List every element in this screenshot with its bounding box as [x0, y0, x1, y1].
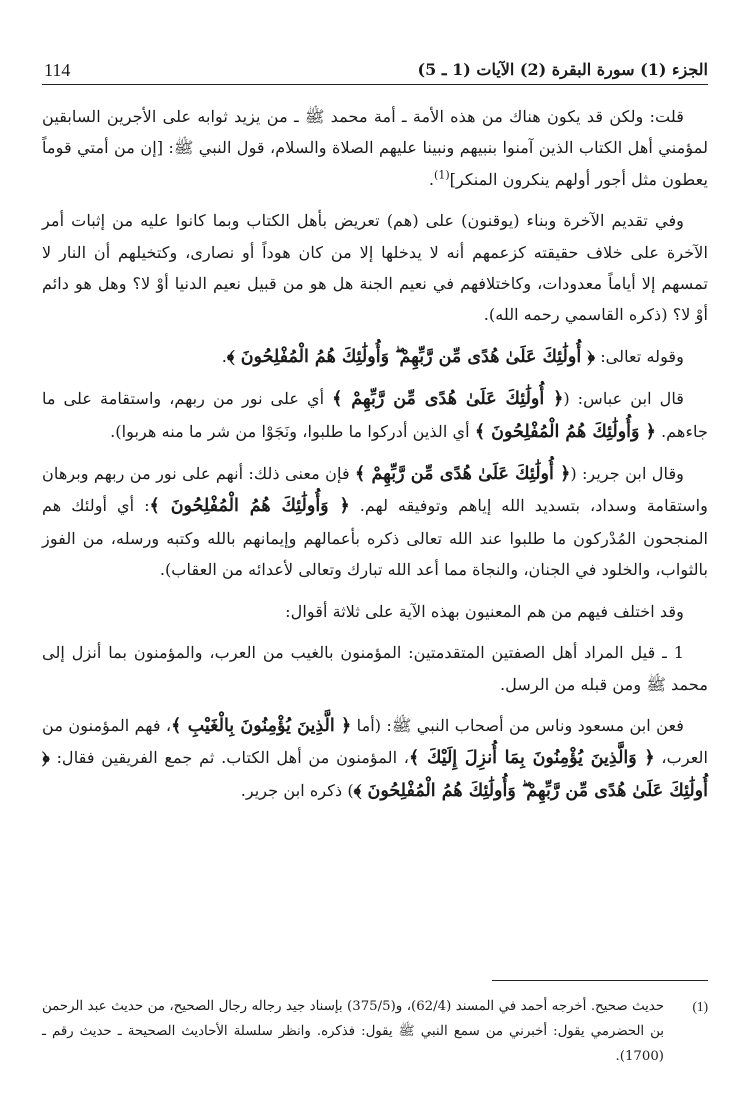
paragraph-text: 1 ـ قيل المراد أهل الصفتين المتقدمتين: المؤمنون بالغيب من العرب، والمؤمنون بما أنزل إلى محمد ﷺ ومن قبله من الرسل.: [42, 643, 708, 694]
paragraph-text: ، المؤمنون من أهل الكتاب. ثم جمع الفريقين فقال:: [49, 748, 410, 768]
paragraph-text: ) ذكره ابن جرير.: [240, 780, 354, 800]
body-paragraph: [42, 341, 708, 373]
paragraph-text: وقوله تعالى:: [595, 346, 684, 366]
page-number: 114: [44, 60, 71, 80]
quran-verse: ﴿ أُولَٰئِكَ عَلَىٰ هُدًى مِّن رَّبِّهِمْ ﴾: [355, 464, 571, 485]
running-header: [42, 50, 708, 85]
body-text: [42, 101, 708, 807]
paragraph-text: وقال ابن جرير: (: [570, 464, 684, 484]
footnote-number: (1): [692, 999, 708, 1014]
paragraph-text: : أي أولئك هم المنجحون المُدْركون ما طلبوا عند الله تعالى ذكره بأعمالهم وإيمانهم بالله وكتبه ورسله، من الفوز بالثواب، والخلود في الجنان، والنجاة مما أعد الله تبارك وتعالى لأعدائه من العقاب).: [42, 496, 708, 580]
paragraph-text: فإن معنى ذلك: أنهم على نور من ربهم وبرهان واستقامة وسداد، بتسديد الله إياهم وتوفيقه لهم.: [42, 464, 708, 516]
book-page: [42, 50, 708, 1090]
footnote: [42, 994, 708, 1069]
footnotes: [42, 994, 708, 1069]
quran-verse: ﴿ أُولَٰئِكَ عَلَىٰ هُدًى مِّن رَّبِّهِمْ ۖ وَأُولَٰئِكَ هُمُ الْمُفْلِحُونَ ﴾: [42, 748, 708, 801]
paragraph-text: .: [428, 169, 435, 189]
body-paragraph: [42, 101, 708, 195]
quran-verse: ﴿ أُولَٰئِكَ عَلَىٰ هُدًى مِّن رَّبِّهِمْ ﴾: [332, 389, 564, 410]
paragraph-text: قلت: ولكن قد يكون هناك من هذه الأمة ـ أمة محمد ﷺ ـ من يزيد ثوابه على الأجرين السابقين لمؤمني أهل الكتاب الذين آمنوا بنبيهم ونبينا عليهم الصلاة والسلام، قول النبي ﷺ: [إن من أمتي قوماً يعطون مثل أجور أولهم ينكرون المنكر]: [42, 107, 708, 189]
paragraph-text: أي الذين أدركوا ما طلبوا، ونَجَوْا من شر ما منه هربوا).: [110, 421, 475, 441]
quran-verse: ﴿ وَالَّذِينَ يُؤْمِنُونَ بِمَا أُنزِلَ إِلَيْكَ ﴾: [409, 748, 655, 769]
paragraph-text: ، فهم المؤمنون من العرب،: [42, 715, 708, 768]
paragraph-text: فعن ابن مسعود وناس من أصحاب النبي ﷺ: (أما: [351, 715, 685, 735]
body-paragraph: [42, 458, 708, 586]
body-paragraph: [42, 710, 708, 807]
body-paragraph: [42, 596, 708, 627]
quran-verse: ﴿ الَّذِينَ يُؤْمِنُونَ بِالْغَيْبِ ﴾: [171, 715, 352, 736]
quran-verse: ﴿ وَأُولَٰئِكَ هُمُ الْمُفْلِحُونَ ﴾: [149, 496, 350, 517]
quran-verse: ﴿ وَأُولَٰئِكَ هُمُ الْمُفْلِحُونَ ﴾: [474, 421, 656, 442]
body-paragraph: [42, 637, 708, 700]
body-paragraph: [42, 383, 708, 448]
quran-verse: ﴿ أُولَٰئِكَ عَلَىٰ هُدًى مِّن رَّبِّهِمْ ۖ وَأُولَٰئِكَ هُمُ الْمُفْلِحُونَ ﴾: [226, 346, 596, 367]
running-header-title: الجزء (1) سورة البقرة (2) الآيات (1 ـ 5): [417, 60, 708, 79]
body-paragraph: [42, 205, 708, 331]
paragraph-text: .: [221, 346, 227, 366]
footnote-separator: [492, 980, 708, 981]
footnote-marker: (1): [434, 168, 450, 182]
footnote-text: حديث صحيح. أخرجه أحمد في المسند (62/4)، و(375/5) بإسناد جيد رجاله رجال الصحيح، من حديث عبد الرحمن بن الحضرمي يقول: أخبرني من سمع النبي ﷺ يقول: فذكره. وانظر سلسلة الأحاديث الصحيحة ـ حديث رقم ـ (1700).: [42, 999, 664, 1064]
paragraph-text: قال ابن عباس: (: [563, 389, 684, 409]
paragraph-text: وفي تقديم الآخرة وبناء (يوقنون) على (هم) تعريض بأهل الكتاب وبما كانوا عليه من إثبات أمر الآخرة على خلاف حقيقته كزعمهم أنه لا يدخلها إلا من كان هوداً أو نصارى، وكتخيلهم أن النار لا تمسهم إلا أياماً معدودات، وكاختلافهم في نعيم الجنة هل هو من قبيل نعيم الدنيا أوْ لا؟ وهل هو دائم أوْ لا؟ (ذكره القاسمي رحمه الله).: [42, 211, 708, 325]
paragraph-text: أي على نور من ربهم، واستقامة على ما جاءهم.: [42, 389, 708, 441]
paragraph-text: وقد اختلف فيهم من هم المعنيون بهذه الآية على ثلاثة أقوال:: [285, 601, 684, 621]
